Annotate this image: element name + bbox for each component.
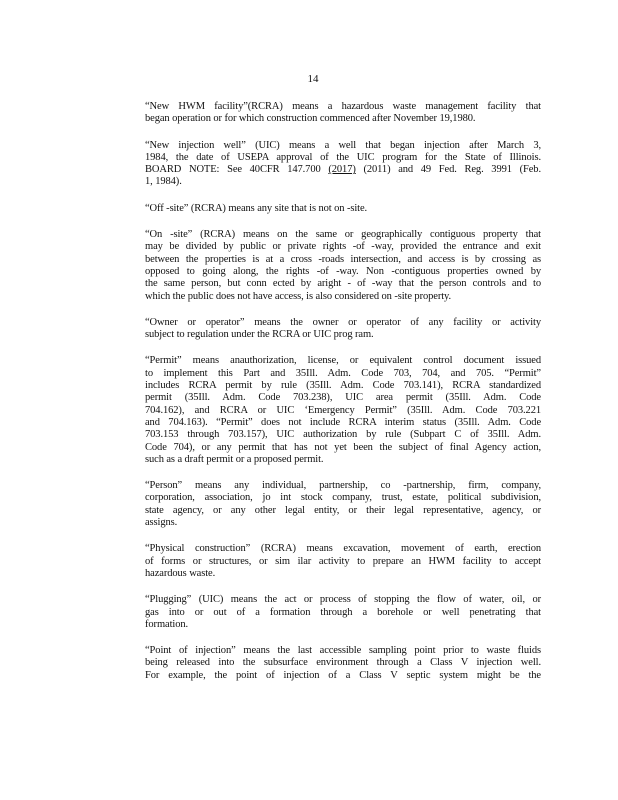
text-line: and 704.163). “Permit” does not include RCRA interim status (35Ill. Adm. Code bbox=[145, 416, 541, 428]
document-body bbox=[145, 101, 541, 696]
board-note-citation: (2011) and 49 Fed. Reg. 3991 (Feb. bbox=[355, 164, 541, 176]
definition-off-site bbox=[145, 203, 541, 215]
text-line: permit (35Ill. Adm. Code 703.238), UIC area permit (35Ill. Adm. Code bbox=[145, 392, 541, 404]
text-line: “On -site” (RCRA) means on the same or geographically contiguous property that bbox=[145, 229, 541, 241]
text-line: subject to regulation under the RCRA or UIC prog ram. bbox=[145, 329, 374, 341]
text-line: includes RCRA permit by rule (35Ill. Adm. Code 703.141), RCRA standardized bbox=[145, 380, 541, 392]
text-line: 703.153 through 703.157), UIC authorization by rule (Subpart C of 35Ill. Adm. bbox=[145, 429, 541, 441]
text-line: “Plugging” (UIC) means the act or process of stopping the flow of water, oil, or bbox=[145, 594, 541, 606]
text-line: “Permit” means anauthorization, license, or equivalent control document issued bbox=[145, 355, 541, 367]
text-line: state agency, or any other legal entity, or their legal representative, agency, or bbox=[145, 504, 541, 516]
text-line: “Person” means any individual, partnership, co -partnership, firm, company, bbox=[145, 480, 541, 492]
text-line: may be divided by public or private rights -of -way, provided the entrance and exit bbox=[145, 241, 541, 253]
text-line: “Point of injection” means the last accessible sampling point prior to waste fluids bbox=[145, 645, 541, 657]
text-line bbox=[145, 164, 541, 176]
text-line: For example, the point of injection of a Class V septic system might be the bbox=[145, 669, 541, 681]
text-line: which the public does not have access, is also considered on -site property. bbox=[145, 290, 452, 302]
definition-new-injection-well bbox=[145, 140, 541, 189]
text-line: “Physical construction” (RCRA) means excavation, movement of earth, erection bbox=[145, 543, 541, 555]
definition-point-of-injection bbox=[145, 645, 541, 682]
text-line: hazardous waste. bbox=[145, 567, 216, 579]
text-line: Code 704), or any permit that has not yet been the subject of final Agency action, bbox=[145, 441, 541, 453]
text-line: opposed to going along, the rights -of -way. Non -contiguous properties owned by bbox=[145, 265, 541, 277]
page-number: 14 bbox=[307, 73, 319, 85]
definition-permit bbox=[145, 355, 541, 466]
text-line: being released into the subsurface environment through a Class V injection well. bbox=[145, 657, 541, 669]
text-line: the same person, but conn ected by aright - of -way that the person controls and to bbox=[145, 278, 541, 290]
text-line: formation. bbox=[145, 618, 189, 630]
definition-plugging bbox=[145, 594, 541, 631]
text-line: 1, 1984). bbox=[145, 176, 182, 188]
definition-physical-construction bbox=[145, 543, 541, 580]
text-line: assigns. bbox=[145, 517, 178, 529]
definition-on-site bbox=[145, 229, 541, 303]
text-line: 1984, the date of USEPA approval of the UIC program for the State of Illinois. bbox=[145, 151, 541, 163]
text-line: 704.162), and RCRA or UIC ‘Emergency Permit” (35Ill. Adm. Code 703.221 bbox=[145, 404, 541, 416]
text-line: of forms or structures, or sim ilar activity to prepare an HWM facility to accept bbox=[145, 555, 541, 567]
text-line: such as a draft permit or a proposed permit. bbox=[145, 453, 324, 465]
text-line: “Off -site” (RCRA) means any site that is not on -site. bbox=[145, 202, 368, 214]
text-line: corporation, association, jo int stock company, trust, estate, political subdivision, bbox=[145, 492, 541, 504]
definition-new-hwm-facility bbox=[145, 101, 541, 126]
text-line: “New HWM facility”(RCRA) means a hazardous waste management facility that bbox=[145, 101, 541, 112]
underlined-year: (2017) bbox=[328, 164, 356, 176]
board-note-text: BOARD NOTE: See 40CFR 147.700 bbox=[145, 164, 329, 176]
text-line: between the properties is at a cross -roads intersection, and access is by crossing as bbox=[145, 253, 541, 265]
text-line: began operation or for which construction commenced after November 19,1980. bbox=[145, 113, 476, 125]
text-line: gas into or out of a formation through a borehole or well penetrating that bbox=[145, 606, 541, 618]
text-line: “Owner or operator” means the owner or operator of any facility or activity bbox=[145, 316, 541, 328]
text-line: to implement this Part and 35Ill. Adm. Code 703, 704, and 705. “Permit” bbox=[145, 367, 541, 379]
text-line: “New injection well” (UIC) means a well that began injection after March 3, bbox=[145, 139, 541, 151]
definition-owner-or-operator bbox=[145, 317, 541, 342]
definition-person bbox=[145, 480, 541, 529]
